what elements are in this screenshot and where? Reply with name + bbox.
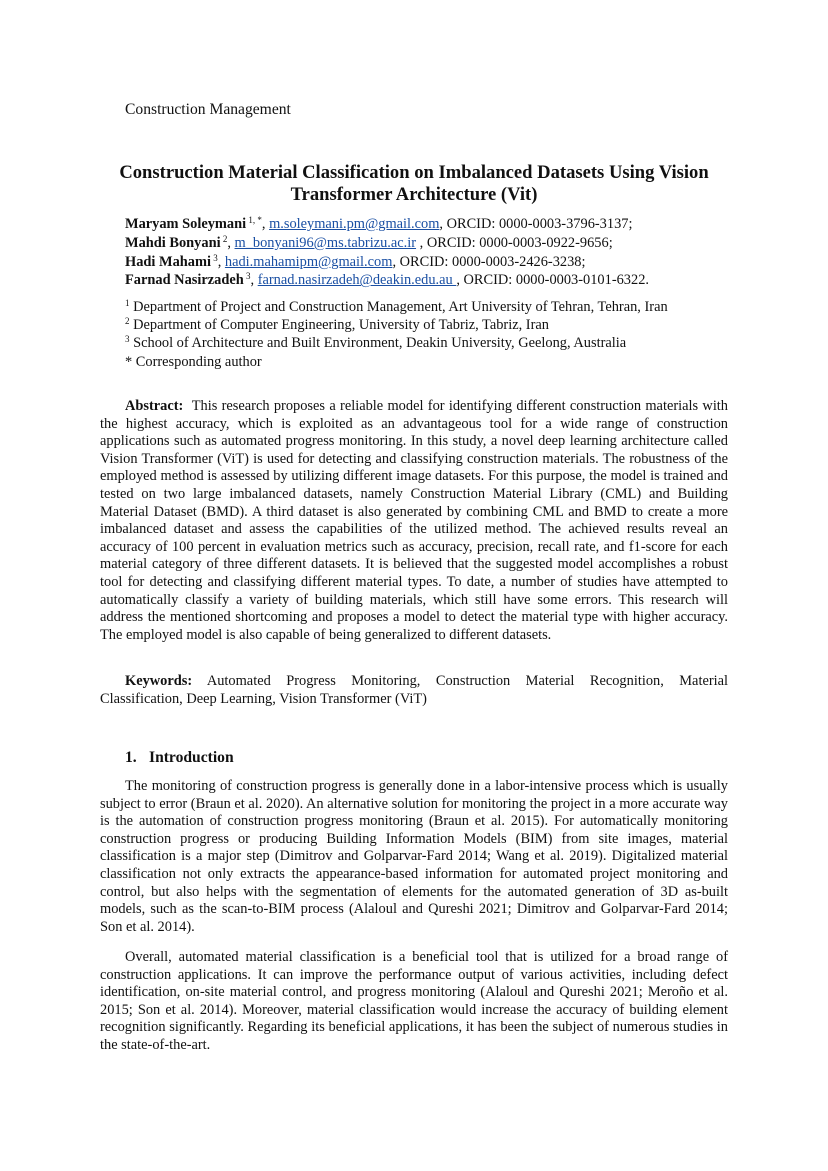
author-superscript: 2 — [222, 233, 228, 244]
paper-title: Construction Material Classification on Imbalanced Datasets Using Vision Transformer Architecture (Vit) — [119, 162, 709, 205]
author-superscript: 1, * — [248, 215, 262, 225]
author-orcid: , ORCID: 0000-0003-3796-3137; — [439, 216, 633, 232]
author-entry: Mahdi Bonyani $^2$, m_bonyani96@ms.tabrizu.ac.ir , ORCID: 0000-0003-0922-9656; — [125, 233, 613, 251]
author-orcid: , ORCID: 0000-0003-0922-9656; — [416, 234, 613, 251]
corresponding-author-note: * Corresponding author — [125, 353, 262, 370]
affiliation-superscript: 1 — [125, 298, 130, 308]
author-list — [125, 215, 745, 290]
author-email-link[interactable]: hadi.mahamipm@gmail.com — [224, 253, 393, 270]
affiliation-entry — [125, 298, 765, 316]
section-number: 1. — [125, 749, 137, 766]
affiliation-entry — [125, 334, 765, 352]
section-heading — [125, 748, 234, 768]
keywords-text: Automated Progress Monitoring, Construction Material Recognition, Material Classification, Deep Learning, Vision Transformer (ViT) — [100, 673, 729, 707]
keywords-label: Keywords: — [125, 673, 193, 689]
body-paragraph: Overall, automated material classification is a beneficial tool that is utilized for a broad range of construction applications. It can improve the performance output of various activities, including defect identification, on-site material control, and progress monitoring (Alaloul and Qureshi 2021; Meroño et al. 2015; Son et al. 2014). Moreover, material classification would increase the accuracy of building element recognition significantly. Regarding its beneficial applications, it has been the subject of numerous studies in the state-of-the-art. — [100, 949, 728, 1053]
journal-name: Construction Management — [125, 101, 291, 118]
author-name: Hadi Mahami — [125, 253, 211, 270]
affiliation-text: School of Architecture and Built Environment, Deakin University, Geelong, Australia — [133, 335, 627, 352]
author-name: Mahdi Bonyani — [125, 234, 221, 251]
affiliation-list — [125, 298, 765, 371]
affiliation-superscript: 2 — [125, 316, 130, 327]
author-email-link[interactable]: m_bonyani96@ms.tabrizu.ac.ir — [234, 234, 417, 251]
author-orcid: , ORCID: 0000-0003-0101-6322. — [456, 272, 649, 289]
author-entry: Maryam Soleymani $^{1, *}$, m.soleymani.pm@gmail.com, ORCID: 0000-0003-3796-3137; — [125, 215, 633, 232]
author-name: Farnad Nasirzadeh — [125, 272, 244, 289]
abstract — [100, 398, 728, 644]
affiliation-text: Department of Computer Engineering, University of Tabriz, Tabriz, Iran — [133, 317, 549, 334]
abstract-label: Abstract: — [125, 398, 184, 414]
keywords — [100, 673, 728, 708]
abstract-text: This research proposes a reliable model for identifying different construction materials with the highest accuracy, which is exploited as an advantageous tool for a wide range of construction applications such as automated progress monitoring. In this study, a novel deep learning architecture called Vision Transformer (ViT) is used for detecting and classifying construction materials. The robustness of the employed method is assessed by utilizing different image datasets. For this purpose, the model is trained and tested on two large imbalanced datasets, namely Construction Material Library (CML) and Building Material Dataset (BMD). A third dataset is also generated by combining CML and BMD to create a more imbalanced dataset and assess the capabilities of the utilized method. The achieved results reveal an accuracy of 100 percent in evaluation metrics such as accuracy, precision, recall rate, and f1-score for each material category of three different datasets. It is believed that the suggested model accomplishes a robust tool for detecting and classifying different material types. To date, a number of studies have attempted to automatically classify a variety of building materials, which still have some errors. This research will address the mentioned shortcoming and proposes a model to detect the material type with higher accuracy. The employed model is also capable of being generalized to different datasets. — [100, 398, 729, 643]
author-name: Maryam Soleymani — [125, 216, 247, 232]
author-email-link[interactable]: m.soleymani.pm@gmail.com — [269, 216, 440, 232]
author-entry: Hadi Mahami $^3$, hadi.mahamipm@gmail.com, ORCID: 0000-0003-2426-3238; — [125, 252, 586, 270]
author-superscript: 3 — [245, 271, 251, 282]
section-title: Introduction — [149, 749, 234, 766]
author-entry: Farnad Nasirzadeh $^3$, farnad.nasirzadeh@deakin.edu.au , ORCID: 0000-0003-0101-6322. — [125, 271, 649, 289]
author-email-link[interactable]: farnad.nasirzadeh@deakin.edu.au — [257, 272, 457, 289]
affiliation-text: Department of Project and Construction Management, Art University of Tehran, Tehran, Iran — [133, 299, 668, 315]
author-orcid: , ORCID: 0000-0003-2426-3238; — [392, 253, 586, 270]
body-paragraph: The monitoring of construction progress is generally done in a labor-intensive process which is usually subject to error (Braun et al. 2020). An alternative solution for monitoring the project in a more accurate way is the automation of construction progress monitoring (Braun et al. 2015). For automatically monitoring construction progress or producing Building Information Models (BIM) from site images, material classification is a major step (Dimitrov and Golparvar-Fard 2014; Wang et al. 2019). Digitalized material classification not only extracts the appearance-based information for automated project monitoring and control, but also helps with the segmentation of elements for the automated generation of 3D as-built models, such as the scan-to-BIM process (Alaloul and Qureshi 2021; Dimitrov and Golparvar-Fard 2014; Son et al. 2014). — [100, 778, 728, 935]
author-superscript: 3 — [213, 252, 218, 263]
affiliation-superscript: 3 — [125, 334, 130, 345]
affiliation-entry — [125, 316, 765, 334]
